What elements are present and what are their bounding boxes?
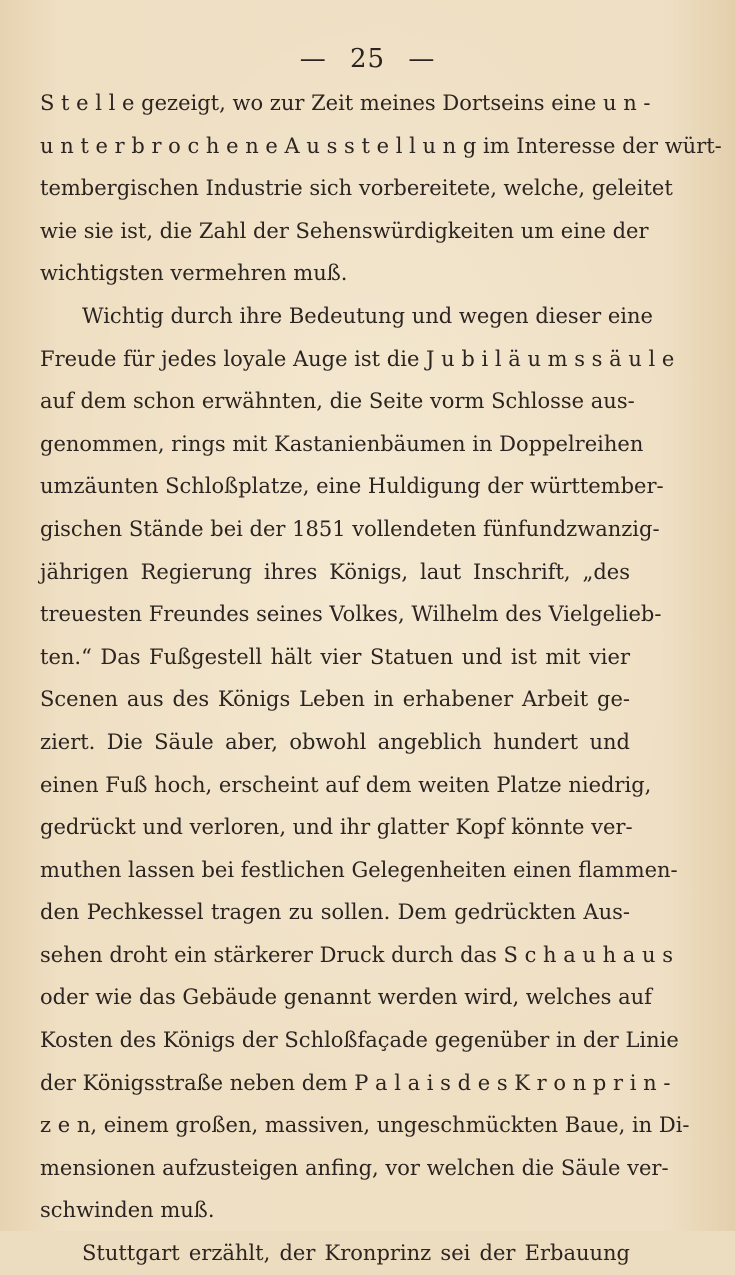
text-line: treuesten Freundes seines Volkes, Wilhelm des Vielgelieb- <box>40 602 662 627</box>
text-line: sehen droht ein stärkerer Druck durch das S c h a u h a u s <box>40 942 673 967</box>
text-line: Scenen aus des Königs Leben in erhabener Arbeit ge- <box>40 687 630 712</box>
text-line: wie sie ist, die Zahl der Sehenswürdigkeiten um eine der <box>40 218 649 243</box>
text-line: u n t e r b r o c h e n e A u s s t e l l u n g im Interesse der würt- <box>40 133 722 158</box>
text-line: mensionen aufzusteigen anfing, vor welchen die Säule ver- <box>40 1155 669 1180</box>
text-line: umzäunten Schloßplatze, eine Huldigung der württember- <box>40 474 664 499</box>
body-text <box>40 82 722 1275</box>
text-line: einen Fuß hoch, erscheint auf dem weiten Platze niedrig, <box>40 772 652 797</box>
paragraph-first-line: Wichtig durch ihre Bedeutung und wegen dieser eine <box>82 303 653 328</box>
page-number: 25 <box>349 44 386 74</box>
text-line: tembergischen Industrie sich vorbereitete, welche, geleitet <box>40 176 673 201</box>
text-line: wichtigsten vermehren muß. <box>40 261 348 286</box>
text-line: ten.“ Das Fußgestell hält vier Statuen und ist mit vier <box>40 644 630 669</box>
text-line: muthen lassen bei festlichen Gelegenheiten einen flammen- <box>40 857 678 882</box>
left-dash: — <box>299 44 327 74</box>
text-line: z e n, einem großen, massiven, ungeschmückten Baue, in Di- <box>40 1113 690 1138</box>
text-line: gischen Stände bei der 1851 vollendeten fünfundzwanzig- <box>40 516 660 541</box>
paragraph-first-line: Stuttgart erzählt, der Kronprinz sei der Erbauung <box>82 1241 630 1266</box>
text-line: gedrückt und verloren, und ihr glatter Kopf könnte ver- <box>40 815 633 840</box>
right-dash: — <box>408 44 436 74</box>
text-line: jährigen Regierung ihres Königs, laut Inschrift, „des <box>40 559 630 584</box>
text-line: auf dem schon erwähnten, die Seite vorm Schlosse aus- <box>40 389 635 414</box>
text-line: Freude für jedes loyale Auge ist die J u b i l ä u m s s ä u l e <box>40 346 675 371</box>
text-line: schwinden muß. <box>40 1198 215 1223</box>
text-line: den Pechkessel tragen zu sollen. Dem gedrückten Aus- <box>40 900 630 925</box>
page-number-header <box>0 44 735 74</box>
text-line: oder wie das Gebäude genannt werden wird, welches auf <box>40 985 652 1010</box>
text-line: Kosten des Königs der Schloßfaçade gegenüber in der Linie <box>40 1028 679 1053</box>
text-line: genommen, rings mit Kastanienbäumen in Doppelreihen <box>40 431 644 456</box>
text-line: S t e l l e gezeigt, wo zur Zeit meines Dortseins eine u n - <box>40 91 651 115</box>
text-line: der Königsstraße neben dem P a l a i s d e s K r o n p r i n - <box>40 1070 671 1095</box>
text-line: ziert. Die Säule aber, obwohl angeblich hundert und <box>40 729 630 754</box>
